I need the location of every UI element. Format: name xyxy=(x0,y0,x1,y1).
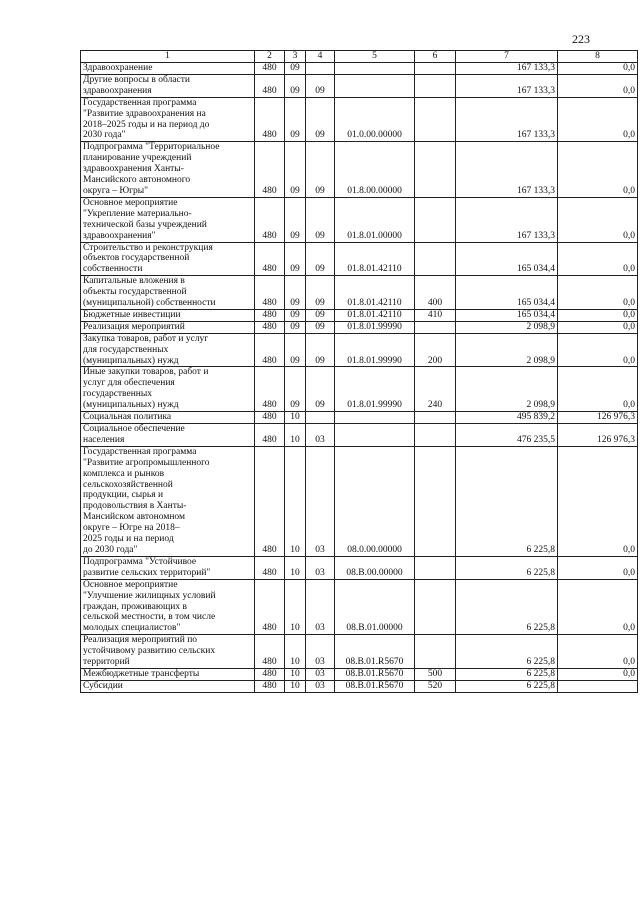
col4-cell: 09 xyxy=(306,242,335,276)
col2-cell: 480 xyxy=(255,97,285,142)
col2-cell: 480 xyxy=(255,579,285,635)
col3-cell: 09 xyxy=(285,74,306,97)
row-name-text: Подпрограмма "Территориальное планирование учреждений здравоохранения Ханты- Мансийского автономного округа – Югры" xyxy=(83,142,220,196)
col2-cell: 480 xyxy=(255,197,285,242)
row-name-cell xyxy=(81,309,255,321)
col4-cell: 03 xyxy=(306,668,335,680)
table-row xyxy=(81,333,638,367)
col6-cell xyxy=(415,424,456,447)
table-row xyxy=(81,197,638,242)
col3-cell: 10 xyxy=(285,635,306,669)
row-name-text: Межбюджетные трансферты xyxy=(83,668,200,679)
table-row xyxy=(81,309,638,321)
col3-cell: 10 xyxy=(285,556,306,579)
col6-cell xyxy=(415,63,456,75)
table-row xyxy=(81,635,638,669)
col5-cell: 01.8.01.00000 xyxy=(335,197,415,242)
col4-cell: 03 xyxy=(306,446,335,556)
table-row xyxy=(81,63,638,75)
col5-cell: 08.В.00.00000 xyxy=(335,556,415,579)
col4-cell: 03 xyxy=(306,635,335,669)
col7-cell: 6 225,8 xyxy=(456,668,558,680)
table-row xyxy=(81,276,638,310)
col7-cell: 165 034,4 xyxy=(456,309,558,321)
col5-cell xyxy=(335,412,415,424)
col7-cell: 6 225,8 xyxy=(456,446,558,556)
col8-cell: 0,0 xyxy=(558,142,638,198)
col2-cell: 480 xyxy=(255,446,285,556)
col4-cell: 03 xyxy=(306,556,335,579)
col6-cell xyxy=(415,74,456,97)
col5-cell: 01.8.00.00000 xyxy=(335,142,415,198)
col5-cell: 01.0.00.00000 xyxy=(335,97,415,142)
col4-cell: 09 xyxy=(306,142,335,198)
col6-cell xyxy=(415,412,456,424)
row-name-text: Реализация мероприятий по устойчивому развитию сельских территорий xyxy=(83,635,216,668)
col3-cell: 09 xyxy=(285,367,306,412)
table-row xyxy=(81,412,638,424)
col4-cell xyxy=(306,63,335,75)
table-row xyxy=(81,446,638,556)
col7-cell: 6 225,8 xyxy=(456,556,558,579)
col2-cell: 480 xyxy=(255,668,285,680)
col5-cell: 01.8.01.99990 xyxy=(335,367,415,412)
col7-cell: 165 034,4 xyxy=(456,242,558,276)
row-name-cell xyxy=(81,74,255,97)
col5-cell: 08.В.01.R5670 xyxy=(335,668,415,680)
col7-cell: 6 225,8 xyxy=(456,579,558,635)
col6-cell: 200 xyxy=(415,333,456,367)
col2-cell: 480 xyxy=(255,309,285,321)
col8-cell: 126 976,3 xyxy=(558,412,638,424)
col5-cell: 08.В.01.00000 xyxy=(335,579,415,635)
col7-cell: 167 133,3 xyxy=(456,97,558,142)
col7-cell: 167 133,3 xyxy=(456,142,558,198)
header-cell: 6 xyxy=(415,51,456,63)
col5-cell: 01.8.01.99990 xyxy=(335,321,415,333)
row-name-text: Капитальные вложения в объекты государственной (муниципальной) собственности xyxy=(83,276,216,309)
col4-cell: 03 xyxy=(306,579,335,635)
table-row xyxy=(81,680,638,692)
col5-cell: 08.В.01.R5670 xyxy=(335,680,415,692)
row-name-text: Основное мероприятие "Укрепление материально- технической базы учреждений здравоохранения" xyxy=(83,197,207,241)
row-name-text: Реализация мероприятий xyxy=(83,321,185,332)
row-name-cell xyxy=(81,197,255,242)
col5-cell: 01.8.01.99990 xyxy=(335,333,415,367)
row-name-cell xyxy=(81,333,255,367)
col3-cell: 09 xyxy=(285,321,306,333)
col2-cell: 480 xyxy=(255,556,285,579)
col3-cell: 09 xyxy=(285,242,306,276)
row-name-cell xyxy=(81,579,255,635)
header-cell: 7 xyxy=(456,51,558,63)
header-cell: 5 xyxy=(335,51,415,63)
col2-cell: 480 xyxy=(255,74,285,97)
col7-cell: 165 034,4 xyxy=(456,276,558,310)
col4-cell: 03 xyxy=(306,680,335,692)
row-name-cell xyxy=(81,63,255,75)
col8-cell: 0,0 xyxy=(558,74,638,97)
col2-cell: 480 xyxy=(255,242,285,276)
col2-cell: 480 xyxy=(255,424,285,447)
col7-cell: 476 235,5 xyxy=(456,424,558,447)
table-row xyxy=(81,97,638,142)
row-name-text: Другие вопросы в области здравоохранения xyxy=(83,74,191,96)
col8-cell: 0,0 xyxy=(558,556,638,579)
col7-cell: 495 839,2 xyxy=(456,412,558,424)
col5-cell: 01.8.01.42110 xyxy=(335,242,415,276)
table-row xyxy=(81,74,638,97)
table-row xyxy=(81,424,638,447)
col2-cell: 480 xyxy=(255,680,285,692)
col8-cell: 126 976,3 xyxy=(558,424,638,447)
row-name-text: Основное мероприятие "Улучшение жилищных условий граждан, проживающих в сельской местности, в том числе молодых специалистов" xyxy=(83,579,216,634)
col6-cell: 400 xyxy=(415,276,456,310)
row-name-text: Иные закупки товаров, работ и услуг для обеспечения государственных (муниципальных) нужд xyxy=(83,367,209,411)
col8-cell: 0,0 xyxy=(558,197,638,242)
col7-cell: 167 133,3 xyxy=(456,197,558,242)
col5-cell xyxy=(335,74,415,97)
row-name-cell xyxy=(81,276,255,310)
col3-cell: 09 xyxy=(285,142,306,198)
row-name-cell xyxy=(81,424,255,447)
col5-cell: 08.В.01.R5670 xyxy=(335,635,415,669)
col6-cell xyxy=(415,242,456,276)
header-cell: 1 xyxy=(81,51,255,63)
col3-cell: 09 xyxy=(285,63,306,75)
col7-cell: 6 225,8 xyxy=(456,680,558,692)
header-cell: 8 xyxy=(558,51,638,63)
col2-cell: 480 xyxy=(255,63,285,75)
col3-cell: 10 xyxy=(285,446,306,556)
col4-cell: 09 xyxy=(306,321,335,333)
col5-cell: 01.8.01.42110 xyxy=(335,276,415,310)
col8-cell: 0,0 xyxy=(558,63,638,75)
row-name-cell xyxy=(81,242,255,276)
header-cell: 4 xyxy=(306,51,335,63)
col2-cell: 480 xyxy=(255,333,285,367)
col6-cell xyxy=(415,142,456,198)
col2-cell: 480 xyxy=(255,367,285,412)
row-name-text: Социальное обеспечение населения xyxy=(83,424,185,445)
col6-cell xyxy=(415,635,456,669)
table-row xyxy=(81,579,638,635)
row-name-text: Строительство и реконструкция объектов государственной собственности xyxy=(83,242,213,275)
col6-cell xyxy=(415,579,456,635)
row-name-cell xyxy=(81,321,255,333)
col7-cell: 167 133,3 xyxy=(456,63,558,75)
col6-cell xyxy=(415,321,456,333)
col5-cell xyxy=(335,424,415,447)
table-row xyxy=(81,668,638,680)
col5-cell: 01.8.01.42110 xyxy=(335,309,415,321)
row-name-cell xyxy=(81,446,255,556)
col7-cell: 2 098,9 xyxy=(456,333,558,367)
col6-cell xyxy=(415,97,456,142)
row-name-text: Государственная программа "Развитие агропромышленного комплекса и рынков сельскохозяйственной продукции, сырья и продовольствия в Ханты- Мансийском автономном округе – Югре на 2018– 2025 годы и на период до 2030 года" xyxy=(83,446,210,555)
col5-cell xyxy=(335,63,415,75)
col2-cell: 480 xyxy=(255,142,285,198)
col7-cell: 167 133,3 xyxy=(456,74,558,97)
col8-cell: 0,0 xyxy=(558,579,638,635)
page-number: 223 xyxy=(572,32,590,46)
table-row xyxy=(81,556,638,579)
col2-cell: 480 xyxy=(255,635,285,669)
col2-cell: 480 xyxy=(255,321,285,333)
col3-cell: 10 xyxy=(285,424,306,447)
row-name-text: Закупка товаров, работ и услуг для государственных (муниципальных) нужд xyxy=(83,333,209,366)
row-name-cell xyxy=(81,680,255,692)
col4-cell: 09 xyxy=(306,276,335,310)
col7-cell: 2 098,9 xyxy=(456,321,558,333)
col6-cell: 520 xyxy=(415,680,456,692)
header-row xyxy=(81,51,638,63)
table-row xyxy=(81,242,638,276)
col3-cell: 10 xyxy=(285,412,306,424)
row-name-cell xyxy=(81,556,255,579)
col8-cell xyxy=(558,680,638,692)
col8-cell: 0,0 xyxy=(558,333,638,367)
table-row xyxy=(81,321,638,333)
col6-cell xyxy=(415,556,456,579)
col4-cell: 09 xyxy=(306,309,335,321)
col8-cell: 0,0 xyxy=(558,367,638,412)
col6-cell: 500 xyxy=(415,668,456,680)
col8-cell: 0,0 xyxy=(558,635,638,669)
header-cell: 2 xyxy=(255,51,285,63)
row-name-text: Государственная программа "Развитие здравоохранения на 2018–2025 годы и на период до 2030 года" xyxy=(83,97,210,141)
col8-cell: 0,0 xyxy=(558,321,638,333)
col3-cell: 10 xyxy=(285,668,306,680)
col3-cell: 10 xyxy=(285,579,306,635)
col2-cell: 480 xyxy=(255,412,285,424)
col3-cell: 09 xyxy=(285,309,306,321)
row-name-cell xyxy=(81,142,255,198)
col8-cell: 0,0 xyxy=(558,446,638,556)
row-name-text: Подпрограмма "Устойчивое развитие сельских территорий" xyxy=(83,556,211,578)
col7-cell: 2 098,9 xyxy=(456,367,558,412)
row-name-text: Бюджетные инвестиции xyxy=(83,309,181,320)
row-name-text: Субсидии xyxy=(83,680,123,691)
col3-cell: 09 xyxy=(285,333,306,367)
col4-cell: 03 xyxy=(306,424,335,447)
header-cell: 3 xyxy=(285,51,306,63)
budget-table xyxy=(80,50,638,693)
col6-cell: 410 xyxy=(415,309,456,321)
col4-cell: 09 xyxy=(306,367,335,412)
col3-cell: 10 xyxy=(285,680,306,692)
col5-cell: 08.0.00.00000 xyxy=(335,446,415,556)
table-row xyxy=(81,142,638,198)
col4-cell: 09 xyxy=(306,97,335,142)
row-name-cell xyxy=(81,668,255,680)
col6-cell: 240 xyxy=(415,367,456,412)
col6-cell xyxy=(415,197,456,242)
table-row xyxy=(81,367,638,412)
col3-cell: 09 xyxy=(285,276,306,310)
col3-cell: 09 xyxy=(285,197,306,242)
col8-cell: 0,0 xyxy=(558,97,638,142)
col4-cell xyxy=(306,412,335,424)
row-name-cell xyxy=(81,97,255,142)
col2-cell: 480 xyxy=(255,276,285,310)
col4-cell: 09 xyxy=(306,197,335,242)
col4-cell: 09 xyxy=(306,333,335,367)
col8-cell: 0,0 xyxy=(558,276,638,310)
col3-cell: 09 xyxy=(285,97,306,142)
row-name-text: Здравоохранение xyxy=(83,63,153,73)
row-name-text: Социальная политика xyxy=(83,412,172,423)
col8-cell: 0,0 xyxy=(558,242,638,276)
col8-cell: 0,0 xyxy=(558,309,638,321)
col7-cell: 6 225,8 xyxy=(456,635,558,669)
col8-cell: 0,0 xyxy=(558,668,638,680)
col4-cell: 09 xyxy=(306,74,335,97)
row-name-cell xyxy=(81,412,255,424)
row-name-cell xyxy=(81,367,255,412)
col6-cell xyxy=(415,446,456,556)
row-name-cell xyxy=(81,635,255,669)
